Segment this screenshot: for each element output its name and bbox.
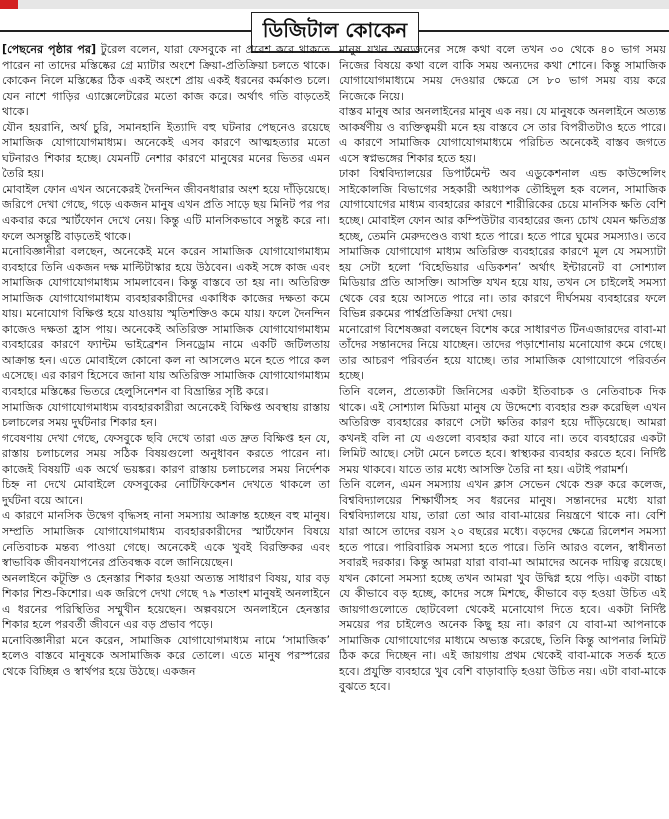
left-paragraph-3: মোবাইল ফোন এখন অনেকেরই দৈনন্দিন জীবনধারার অংশ হয়ে দাঁড়িয়েছে। জরিপে দেখা গেছে, গড়ে একজন মানুষ এখন প্রতি সাড়ে ছয় মিনিট পর পর একবার করে স্মার্টফোন দেখে নেয়। কিন্তু এটি মানসিকভাবে সন্তুষ্ট করে না। ফলে অসন্তুষ্টি বাড়তেই থাকে। bbox=[2, 182, 330, 243]
title-rule-left bbox=[0, 30, 251, 32]
article-title: ডিজিটাল কোকেন bbox=[251, 12, 419, 53]
right-paragraph-4: মনোরোগ বিশেষজ্ঞরা বলছেন বিশেষ করে সাধারণত টিনএজারদের বাবা-মা তাঁদের সন্তানদের নিয়ে যাচ্ছেন। তাদের পড়াশোনায় মনোযোগ কমে গেছে। তার আচরণ পরিবর্তন হয়ে যাচ্ছে। তার সামাজিক যোগাযোগে পরিবর্তন হচ্ছে। bbox=[339, 322, 666, 383]
top-strip bbox=[0, 0, 669, 9]
left-column bbox=[2, 42, 330, 819]
title-rule-right bbox=[418, 30, 669, 32]
right-paragraph-6: তিনি বলেন, এমন সমস্যায় এখন ক্লাস সেভেন থেকে শুরু করে কলেজ, বিশ্ববিদ্যালয়ের শিক্ষার্থীসহ সব ধরনের মানুষ। সন্তানদের মধ্যে যারা বিশ্ববিদ্যালয়ে যায়, তারা তো আর বাবা-মায়ের নিয়ন্ত্রণে থাকে না। বেশি যারা আসে তাদের বয়স ২০ বছরের মধ্যে। বড়দের ক্ষেত্রে রিলেশন সমস্যা হতে পারে। পারিবারিক সমস্যা হতে পারে। তিনি আরও বলেন, স্বাধীনতা সবারই দরকার। কিন্তু আমরা যারা বাবা-মা আমাদের অনেক দায়িত্ব রয়েছে। যখন কোনো সমস্যা হচ্ছে তখন আমরা খুব উদ্বিগ্ন হয়ে পড়ি। একটা বাচ্চা যে কীভাবে বড় হচ্ছে, কাদের সঙ্গে মিশছে, কীভাবে বড় হওয়া উচিত এই জায়গাগুলোতে ছোটবেলা থেকেই মনোযোগ দিতে হবে। একটা নির্দিষ্ট সময়ের পর চাইলেও অনেক কিছু হয় না। কারণ যে বাবা-মা আপনাকে সামাজিক যোগাযোগের মাধ্যমে অভ্যস্ত করেছে, তিনি কিন্তু আপনার লিমিট ঠিক করে দিচ্ছেন না। এই জায়গায় প্রথম থেকেই বাবা-মাকে সতর্ক হতে হবে। প্রযুক্তি ব্যবহারে খুব বেশি বাড়াবাড়ি হওয়া উচিত নয়। এটা বাবা-মাকে বুঝতে হবে। bbox=[339, 478, 666, 694]
left-paragraph-7: এ কারণে মানসিক উদ্বেগ বৃদ্ধিসহ নানা সমস্যায় আক্রান্ত হচ্ছেন বহু মানুষ। সম্প্রতি সামাজিক যোগাযোগমাধ্যম ব্যবহারকারীদের স্মার্টফোন বিষয়ে নেতিবাচক মন্তব্য পাওয়া গেছে। অনেকেই একে খুবই বিরক্তিকর এবং স্বাভাবিক জীবনযাপনের প্রতিবন্ধক বলে জানিয়েছেন। bbox=[2, 509, 330, 570]
left-paragraph-2: যৌন হয়রানি, অর্থ চুরি, সমানহানি ইত্যাদি বহু ঘটনার পেছনেও রয়েছে সামাজিক যোগাযোগমাধ্যম। অনেকেই এসব কারণে আত্মহত্যার মতো ঘটনারও শিকার হচ্ছে। যেমনটি নেশার কারণে মানুষের মনের ভিতর এমন তৈরি হয়। bbox=[2, 120, 330, 181]
right-column bbox=[339, 42, 666, 819]
left-paragraph-4: মনোবিজ্ঞানীরা বলছেন, অনেকেই মনে করেন সামাজিক যোগাযোগমাধ্যম ব্যবহারে তিনি একজন দক্ষ মাল্টিটাস্কার হয়ে উঠবেন। একই সঙ্গে কাজ এবং সামাজিক যোগাযোগমাধ্যম সামলাবেন। কিন্তু বাস্তবে তা হয় না। অতিরিক্ত সামাজিক যোগাযোগমাধ্যম ব্যবহারকারীদের একাধিক কাজের দক্ষতা কমে যায়। মনোযোগ বিক্ষিপ্ত হয়ে যাওয়ায় স্মৃতিশক্তিও কমে যায়। ফলে দৈনন্দিন কাজেও দক্ষতা হ্রাস পায়। অনেকেই অতিরিক্ত সামাজিক যোগাযোগমাধ্যম ব্যবহারের কারণে ফ্যান্টম ভাইব্রেশন সিনড্রোম নামে একটি জটিলতায় আক্রান্ত হন। এতে মোবাইলে কোনো কল না আসলেও মনে হতে পারে কল এসেছে। এর কারণ হিসেবে জানা যায় অতিরিক্ত সামাজিক যোগাযোগমাধ্যম ব্যবহারে মস্তিষ্কের ভিতরে হেলুসিনেশন বা বিভ্রান্তির সৃষ্টি করে। bbox=[2, 245, 330, 399]
left-paragraph-1-text: টুরেল বলেন, যারা ফেসবুকে না প্রবেশ করে থাকতে পারেন না তাদের মস্তিষ্কের গ্রে ম্যাটার অংশে ক্রিয়া-প্রতিক্রিয়া চলতে থাকে। কোকেন নিলে মস্তিষ্কের ঠিক একই অংশে প্রায় একই ধরনের কর্মকাণ্ড চলে। যেন নাশে গাড়ির এ্যাক্সেলেটরের মতো কাজ করে। অর্থাৎ গতি বাড়তেই থাকে। bbox=[2, 43, 330, 119]
left-paragraph-8: অনলাইনে কটূক্তি ও হেনস্তার শিকার হওয়া অত্যন্ত সাধারণ বিষয়, যার বড় শিকার শিশু-কিশোর। এক জরিপে দেখা গেছে ৭৯ শতাংশ মানুষই অনলাইনে এ ধরনের পরিস্থিতির সম্মুখীন হয়েছেন। অল্পবয়সে অনলাইনে হেনস্তার শিকার হলে পরবর্তী জীবনে এর বড় প্রভাব পড়ে। bbox=[2, 571, 330, 632]
right-paragraph-1: মানুষ যখন অন্যজনের সঙ্গে কথা বলে তখন ৩০ থেকে ৪০ ভাগ সময় নিজের বিষয়ে কথা বলে বাকি সময় অন্যদের কথা শোনে। কিন্তু সামাজিক যোগাযোগমাধ্যমে সময় দেওয়ার ক্ষেত্রে সে ৮০ ভাগ সময় ব্যয় করে নিজেকে নিয়ে। bbox=[339, 43, 666, 103]
left-paragraph-5: সামাজিক যোগাযোগমাধ্যম ব্যবহারকারীরা অনেকেই বিক্ষিপ্ত অবস্থায় রাস্তায় চলাচলের সময় দুর্ঘটনার শিকার হন। bbox=[2, 400, 330, 430]
left-paragraph-9: মনোবিজ্ঞানীরা মনে করেন, সামাজিক যোগাযোগমাধ্যম নামে ‘সামাজিক’ হলেও বাস্তবে মানুষকে অসামাজিক করে তোলে। এতে মানুষ পরস্পরের থেকে বিচ্ছিন্ন ও স্বার্থপর হয়ে উঠছে। একজন bbox=[2, 633, 330, 678]
continuation-lead: [পেছনের পৃষ্ঠার পর] bbox=[2, 43, 97, 56]
right-paragraph-5: তিনি বলেন, প্রত্যেকটা জিনিসের একটা ইতিবাচক ও নেতিবাচক দিক থাকে। এই সোশ্যাল মিডিয়া মানুষ যে উদ্দেশ্যে ব্যবহার শুরু করেছিল এখন অতিরিক্ত ব্যবহারের কারণে সেটা ক্ষতির কারণ হয়ে দাঁড়িয়েছে। আমরা কখনই বলি না যে এগুলো ব্যবহার করা যাবে না। তবে ব্যবহারের একটা লিমিট আছে। সেটা মেনে চলতে হবে। স্বাস্থ্যকর ব্যবহার করতে হবে। নির্দিষ্ট সময় থাকবে। যাতে তার মধ্যে আসক্তি তৈরি না হয়। এটাই পরামর্শ। bbox=[339, 385, 666, 476]
red-marker bbox=[0, 0, 18, 9]
left-paragraph-6: গবেষণায় দেখা গেছে, ফেসবুকে ছবি দেখে তারা এত দ্রুত বিক্ষিপ্ত হন যে, রাস্তায় চলাচলের সময় সঠিক বিষয়গুলো অনুধাবন করতে পারেন না। কাজেই বিষয়টি এক অর্থে ভয়ঙ্কর। কারণ রাস্তায় চলাচলের সময় নির্দেশক চিহ্ন না দেখে মোবাইলে ফেসবুকের নোটিফিকেশন দেখতে থাকলে তা দুর্ঘটনা বয়ে আনে। bbox=[2, 431, 330, 507]
right-paragraph-2: বাস্তব মানুষ আর অনলাইনের মানুষ এক নয়। যে মানুষকে অনলাইনে অত্যন্ত আকর্ষণীয় ও ব্যক্তিত্বময়ী মনে হয় বাস্তবে সে তার বিপরীতটাও হতে পারে। এ কারণে সামাজিক যোগাযোগমাধ্যমে পরিচিত অনেকেই বাস্তব জগতে এসে স্বপ্নভঙ্গের শিকার হতে হয়। bbox=[339, 105, 666, 165]
left-paragraph-1 bbox=[2, 42, 330, 120]
right-paragraph-3: ঢাকা বিশ্ববিদ্যালয়ের ডিপার্টমেন্ট অব এডুকেশনাল এন্ড কাউন্সেলিং সাইকোলজি বিভাগের সহকারী অধ্যাপক তৌহিদুল হক বলেন, সামাজিক যোগাযোগের মাধ্যম ব্যবহারের কারণে শারীরিকের চেয়ে মানসিক ক্ষতি বেশি হচ্ছে। মোবাইল ফোন আর কম্পিউটার ব্যবহারের জন্য চোখ যেমন ক্ষতিগ্রস্ত হচ্ছে, তেমনি মেরুদণ্ডেও ব্যথা হতে পারে। হতে পারে ঘুমের সমস্যাও। তবে সামাজিক যোগাযোগ মাধ্যম অতিরিক্ত ব্যবহারের কারণে মূল যে সমস্যাটা হয় সেটা হলো ‘বিহেভিয়ার এডিকশন’ অর্থাৎ ইন্টারনেট বা সোশ্যাল মিডিয়ার প্রতি আসক্তি। আসক্তি যখন হয়ে যায়, তখন সে চাইলেই সমস্যা থেকে বের হয়ে আসতে পারে না। তার কারণে দীর্ঘসময় ব্যবহারের ফলে বিভিন্ন রকমের পার্শ্বপ্রতিক্রিয়া দেখা দেয়। bbox=[339, 167, 666, 321]
